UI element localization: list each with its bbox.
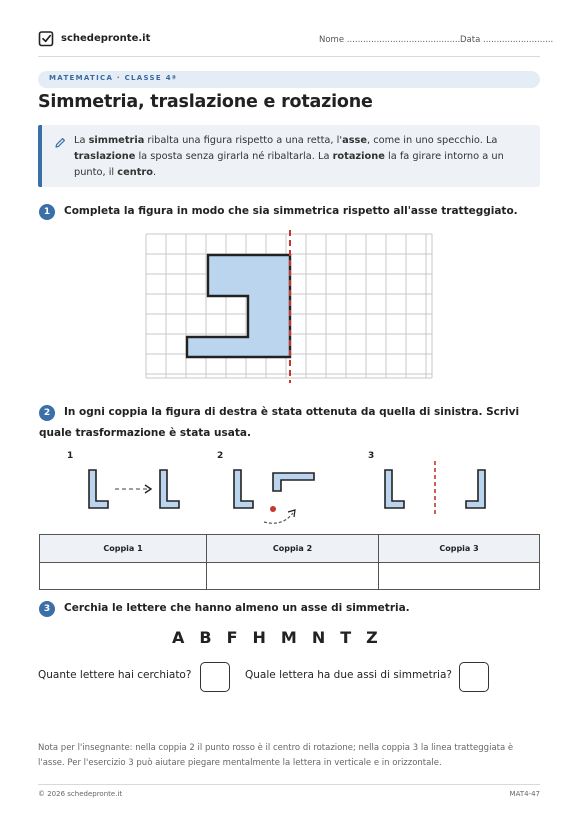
info-callout [38,125,540,187]
question-two-axes-label: Quale lettera ha due assi di simmetria? [245,669,452,681]
letter[interactable]: N [311,628,326,647]
symmetry-grid[interactable] [140,228,440,388]
header-pair-2: Coppia 2 [207,535,379,563]
footer-copyright: © 2026 schedepronte.it [38,790,123,798]
pencil-icon [54,137,66,149]
answer-table [39,534,540,590]
rotation-arrow [264,513,293,523]
letters-row [172,628,378,647]
two-axes-answer-box[interactable] [459,662,489,692]
letter[interactable]: B [199,628,212,647]
exercise-1-badge: 1 [39,204,55,220]
answer-cell-2[interactable] [207,563,379,590]
header-divider [38,56,540,57]
pair-2-label: 2 [217,451,224,461]
footer-code: MAT4-47 [509,790,540,798]
count-answer-box[interactable] [200,662,230,692]
letter[interactable]: Z [366,628,378,647]
letter[interactable]: M [280,628,297,647]
letter[interactable]: F [226,628,238,647]
brand-name: schedepronte.it [61,33,151,44]
callout-text: La simmetria ribalta una figura rispetto a una retta, l'asse, come in uno specchio. La traslazione la sposta senza girarla né ribaltarla. La rotazione la fa girare intorno a un punto, il centro. [74,135,504,178]
exercise-2-badge: 2 [39,405,55,421]
pair-1-left-shape [89,470,108,508]
header-pair-3: Coppia 3 [379,535,540,563]
brand [38,30,150,47]
callout-accent-bar [38,125,42,187]
header-pair-1: Coppia 1 [40,535,207,563]
answer-cell-1[interactable] [40,563,207,590]
pair-2-left-shape [234,470,253,508]
transformation-pairs [0,455,579,535]
pair-3-label: 3 [368,451,375,461]
pair-1-right-shape [160,470,179,508]
pair-2-right-shape [273,473,314,491]
letter[interactable]: H [252,628,266,647]
name-field[interactable]: Nome .......................................... [319,35,461,45]
subject-pill: MATEMATICA · CLASSE 4ª [38,71,540,88]
page-title: Simmetria, traslazione e rotazione [38,92,373,112]
letter[interactable]: T [340,628,352,647]
footer-divider [38,784,540,785]
teacher-note: Nota per l'insegnante: nella coppia 2 il punto rosso è il centro di rotazione; nella coppia 3 la linea tratteggiata è l'asse. Per l'esercizio 3 può aiutare piegare mentalmente la lettera in verticale e in orizzontale. [38,743,514,768]
pair-1-label: 1 [67,451,74,461]
letter[interactable]: A [172,628,185,647]
exercise-3-text: Cerchia le lettere che hanno almeno un asse di simmetria. [64,602,410,614]
exercise-2-text: In ogni coppia la figura di destra è stata ottenuta da quella di sinistra. Scrivi quale trasformazione è stata usata. [39,406,520,439]
date-field[interactable]: Data .......................... [460,35,554,45]
rotation-center [270,506,276,512]
pair-3-left-shape [385,470,404,508]
half-figure [187,255,290,357]
checklist-icon [38,30,55,47]
question-count-label: Quante lettere hai cerchiato? [38,669,192,681]
exercise-3-badge: 3 [39,601,55,617]
answer-cell-3[interactable] [379,563,540,590]
pair-3-right-shape [466,470,485,508]
exercise-1-text: Completa la figura in modo che sia simmetrica rispetto all'asse tratteggiato. [64,205,518,217]
